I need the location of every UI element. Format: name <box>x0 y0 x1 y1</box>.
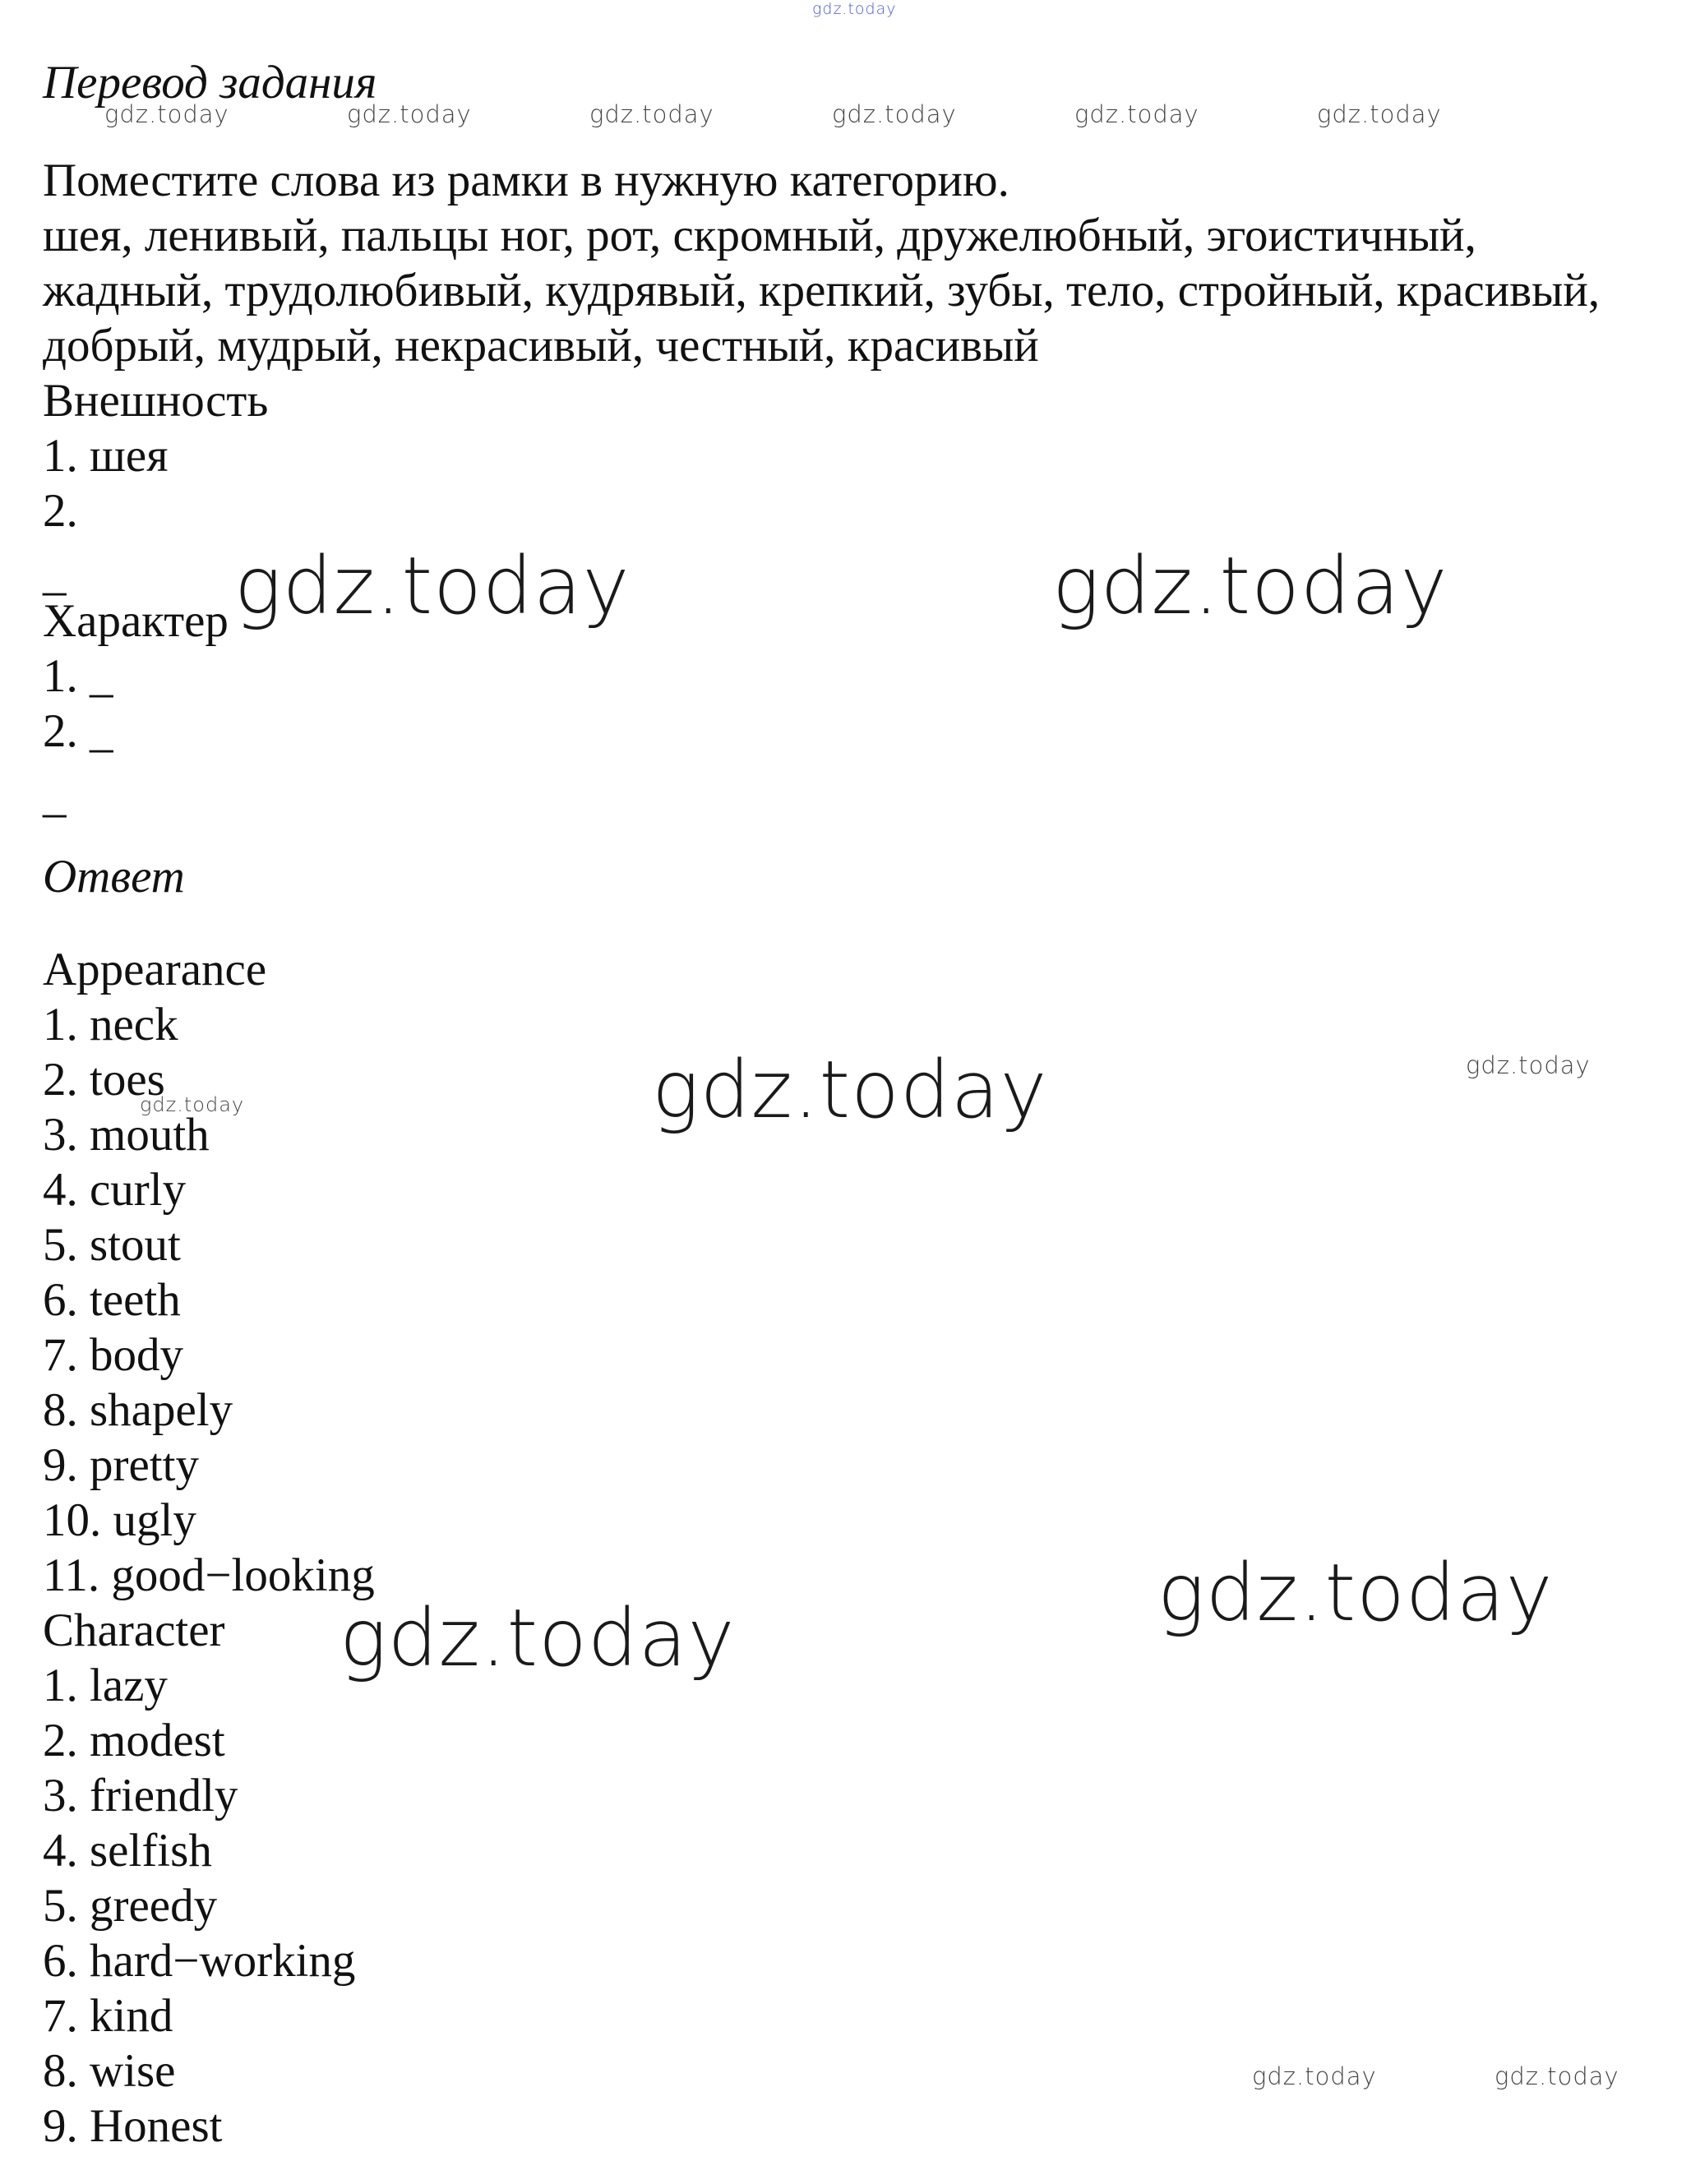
character-item: 3. friendly <box>43 1770 238 1822</box>
appearance-item: 7. body <box>43 1329 183 1381</box>
task-instruction: Поместите слова из рамки в нужную категорию. <box>43 155 1009 206</box>
appearance-item: 8. shapely <box>43 1384 233 1436</box>
character-item: 9. Honest <box>43 2100 223 2152</box>
word-list-line-2: жадный, трудолюбивый, кудрявый, крепкий, зубы, тело, стройный, красивый, <box>43 265 1601 316</box>
character-label-ru: Характер <box>43 595 229 647</box>
character-item-ru: 1. _ <box>43 650 113 702</box>
appearance-item: 3. mouth <box>43 1109 210 1161</box>
watermark-text: gdz.today <box>347 100 472 128</box>
word-list-line-3: добрый, мудрый, некрасивый, честный, красивый <box>43 320 1039 372</box>
appearance-item: 2. toes <box>43 1054 165 1106</box>
watermark-text: gdz.today <box>140 1093 245 1116</box>
watermark-text: gdz.today <box>1494 2062 1619 2090</box>
watermark-text: gdz.today <box>832 100 957 128</box>
word-list-line-1: шея, ленивый, пальцы ног, рот, скромный, дружелюбный, эгоистичный, <box>43 210 1476 261</box>
character-item: 2. modest <box>43 1715 225 1766</box>
watermark-text: gdz.today <box>589 100 714 128</box>
watermark-text: gdz.today <box>1466 1051 1591 1079</box>
watermark-text: gdz.today <box>1052 540 1448 632</box>
appearance-item: 4. curly <box>43 1164 187 1216</box>
character-item: 8. wise <box>43 2045 176 2097</box>
task-heading: Перевод задания <box>43 57 377 109</box>
appearance-label-ru: Внешность <box>43 375 269 427</box>
appearance-item: 6. teeth <box>43 1274 181 1326</box>
appearance-item-ru: 1. шея <box>43 430 169 482</box>
character-item: 4. selfish <box>43 1825 212 1877</box>
watermark-text: gdz.today <box>104 100 229 128</box>
appearance-item: 9. pretty <box>43 1439 199 1491</box>
watermark-text: gdz.today <box>234 540 631 632</box>
appearance-item-ru: _ <box>43 548 67 600</box>
character-item-ru: 2. _ <box>43 705 113 757</box>
appearance-item: 11. good−looking <box>43 1549 375 1601</box>
watermark-text: gdz.today <box>1252 2062 1377 2090</box>
appearance-label: Appearance <box>43 944 267 995</box>
appearance-item: 10. ugly <box>43 1494 196 1546</box>
watermark-text: gdz.today <box>652 1044 1048 1136</box>
character-item: 5. greedy <box>43 1880 218 1932</box>
watermark-text: gdz.today <box>1317 100 1442 128</box>
appearance-item: 5. stout <box>43 1219 181 1271</box>
character-item: 7. kind <box>43 1990 173 2042</box>
appearance-item-ru: 2. <box>43 485 78 537</box>
appearance-item: 1. neck <box>43 999 178 1050</box>
answer-heading: Ответ <box>43 851 185 903</box>
watermark-text: gdz.today <box>1074 100 1199 128</box>
character-item: 1. lazy <box>43 1660 168 1711</box>
watermark-text: gdz.today <box>340 1592 736 1684</box>
watermark-text: gdz.today <box>812 0 897 18</box>
character-label: Character <box>43 1605 225 1656</box>
character-item-ru: _ <box>43 770 67 822</box>
watermark-text: gdz.today <box>1157 1547 1554 1639</box>
character-item: 6. hard−working <box>43 1935 356 1987</box>
